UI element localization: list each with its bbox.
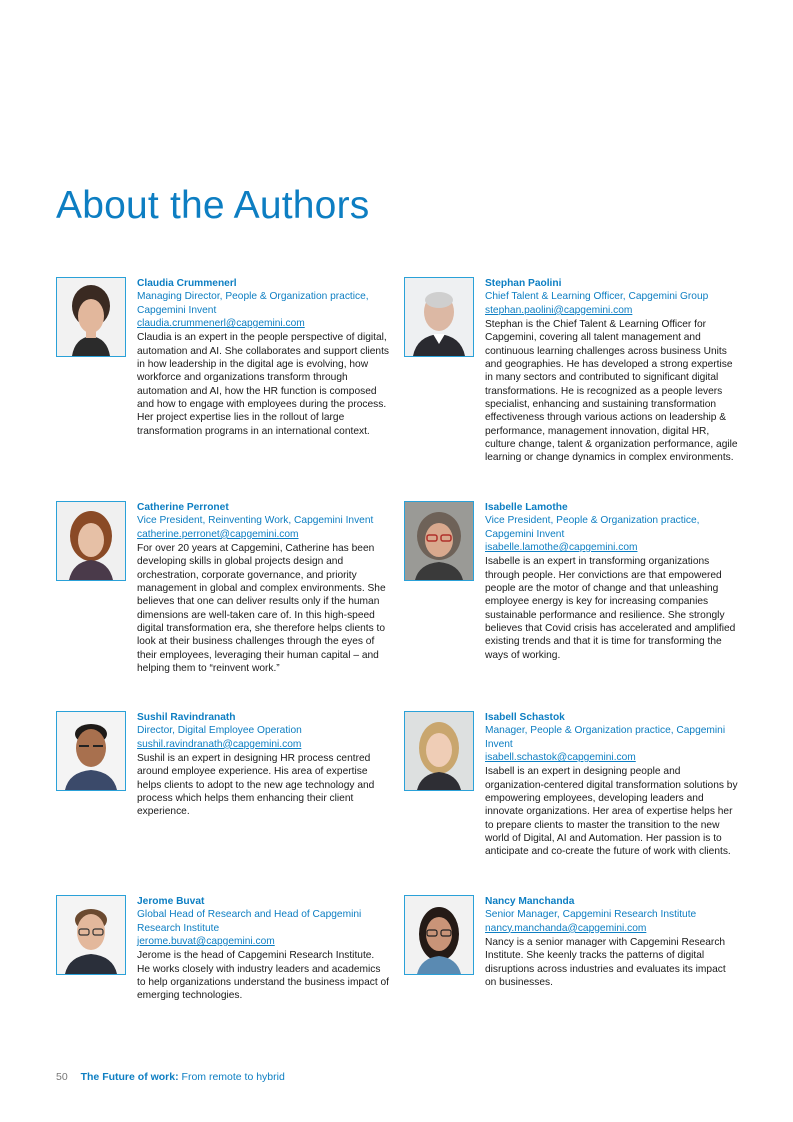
author-email-link[interactable]: stephan.paolini@capgemini.com (485, 304, 633, 316)
author-photo-claudia-crummenerl (56, 277, 126, 357)
page-title: About the Authors (56, 184, 370, 227)
author-name: Sushil Ravindranath (137, 712, 236, 723)
author-email-link[interactable]: catherine.perronet@capgemini.com (137, 528, 299, 540)
author-photo-catherine-perronet (56, 501, 126, 581)
author-name: Jerome Buvat (137, 896, 205, 907)
author-bio: Nancy is a senior manager with Capgemini Research Institute. She keenly tracks the patterns of digital disruptions across industries and evaluates its impact on businesses. (485, 937, 726, 989)
author-role: Senior Manager, Capgemini Research Institute (485, 909, 697, 921)
author-photo-stephan-paolini (404, 277, 474, 357)
author-role: Global Head of Research and Head of Capgemini Research Institute (137, 909, 362, 934)
author-photo-isabell-schastok (404, 711, 474, 791)
author-role: Chief Talent & Learning Officer, Capgemini Group (485, 291, 709, 303)
author-bio: Stephan is the Chief Talent & Learning Officer for Capgemini, covering all talent management and continuous learning challenges across business Units and geographies. He has developed a strong expertise in many sectors and contributed to significant digital transformations. He is recognized as a people levers specialist, enhancing and sustaining transformation effectiveness through various actions on leadership & performance, management innovation, digital HR, culture change, talent & organization performance, agile learning or change dynamics in complex environments. (485, 319, 738, 464)
author-name: Isabelle Lamothe (485, 502, 568, 513)
author-role: Director, Digital Employee Operation (137, 725, 302, 737)
author-photo-nancy-manchanda (404, 895, 474, 975)
publication-title-subtitle: From remote to hybrid (181, 1071, 285, 1083)
author-role: Vice President, Reinventing Work, Capgemini Invent (137, 515, 374, 527)
author-email-link[interactable]: isabell.schastok@capgemini.com (485, 752, 636, 764)
author-bio: Claudia is an expert in the people perspective of digital, automation and AI. She collaborates and support clients in how leadership in the digital age is evolving, how workforce and organizations transform through automation and AI, how the HR function is composed and how to engage with employees during the process. Her project expertise lies in the rollout of large transformation programs in an international context. (137, 332, 390, 437)
author-bio: Jerome is the head of Capgemini Research Institute. He works closely with industry leaders and academics to help organizations understand the business impact of emerging technologies. (137, 950, 390, 1002)
author-name: Nancy Manchanda (485, 896, 575, 907)
author-bio: Isabell is an expert in designing people and organization-centered digital transformation solutions by empowering employees, developing leaders and innovate organizations. Her area of expertise helps her to prepare clients to master the transition to the new world of Digital, AI and Automation. Her passion is to anticipate and co-create the future of work with clients. (485, 766, 738, 858)
publication-title-bold: The Future of work: (80, 1071, 179, 1083)
author-role: Managing Director, People & Organization practice, Capgemini Invent (137, 291, 369, 316)
author-email-link[interactable]: claudia.crummenerl@capgemini.com (137, 318, 305, 330)
author-bio: Isabelle is an expert in transforming organizations through people. Her convictions are that empowered people are the motor of change and that unleashing employee energy is key for increasing companies sustainable performance and resilience. She strongly believes that Covid crisis has accelerated and amplified existing trends and that it is time for transforming the ways of working. (485, 556, 736, 661)
author-email-link[interactable]: jerome.buvat@capgemini.com (137, 936, 275, 948)
author-role: Manager, People & Organization practice, Capgemini Invent (485, 725, 726, 750)
author-photo-jerome-buvat (56, 895, 126, 975)
author-bio: Sushil is an expert in designing HR process centred around employee experience. His area of expertise helps clients to adopt to the new age technology and process which helps them enhancing their client experience. (137, 753, 375, 818)
page-number: 50 (56, 1071, 68, 1083)
author-email-link[interactable]: nancy.manchanda@capgemini.com (485, 922, 647, 934)
author-name: Isabell Schastok (485, 712, 565, 723)
author-name: Claudia Crummenerl (137, 278, 237, 289)
author-email-link[interactable]: sushil.ravindranath@capgemini.com (137, 738, 302, 750)
author-role: Vice President, People & Organization practice, Capgemini Invent (485, 515, 700, 540)
author-email-link[interactable]: isabelle.lamothe@capgemini.com (485, 542, 638, 554)
author-name: Catherine Perronet (137, 502, 229, 513)
author-photo-isabelle-lamothe (404, 501, 474, 581)
author-name: Stephan Paolini (485, 278, 562, 289)
author-photo-sushil-ravindranath (56, 711, 126, 791)
author-bio: For over 20 years at Capgemini, Catherine has been developing skills in global projects design and orchestration, corporate governance, and priority management in global and complex environments. She believes that one can deliver results only if the human dimensions are well-taken care of. In this high-speed digital transformation era, she therefore helps clients to look at their business challenges through the eyes of their employees, leveraging their human capital – and helping them to “reinvent work.” (137, 543, 386, 675)
page-footer (56, 1071, 285, 1083)
